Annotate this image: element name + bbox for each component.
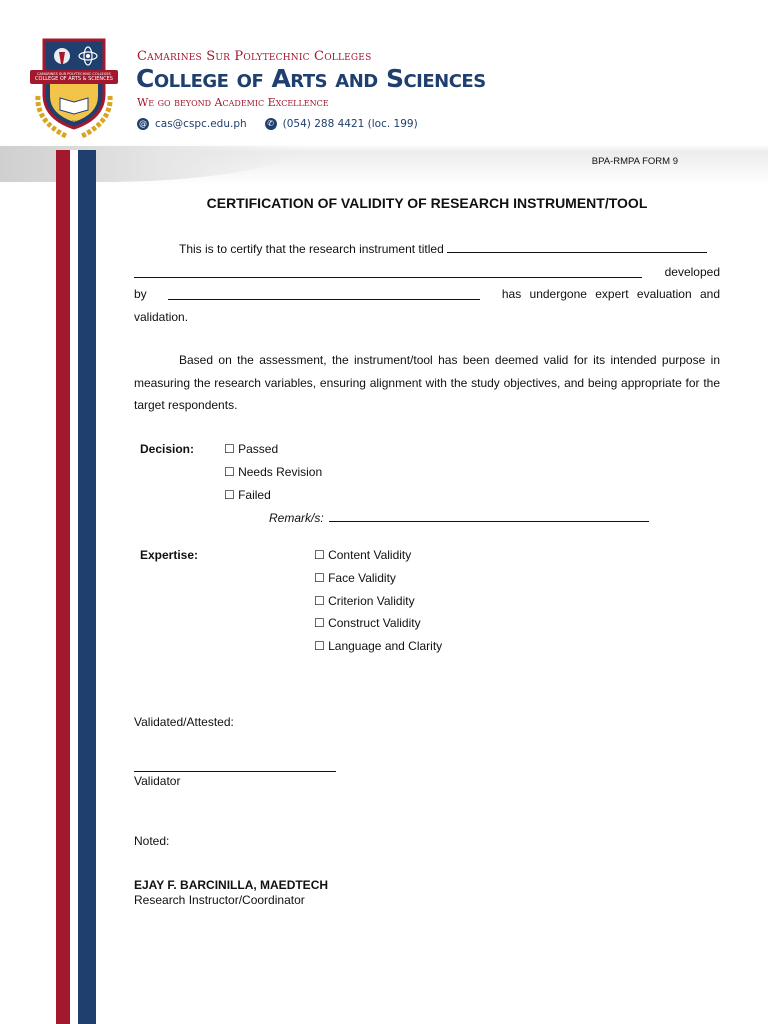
assessment-paragraph: Based on the assessment, the instrument/tool has been deemed valid for its intended purpose in measuring the research variables, ensuring alignment with the study objectives, and being appropriate for the target respondents. — [134, 353, 720, 412]
coordinator-name: EJAY F. BARCINILLA, MAEDTECH — [134, 878, 329, 892]
expertise-label: Expertise: — [140, 548, 199, 562]
expertise-option-language-clarity[interactable]: ☐ Language and Clarity — [314, 639, 443, 653]
title-blank-continued — [134, 265, 642, 278]
seal-ribbon-text: COLLEGE OF ARTS & SCIENCES — [35, 76, 113, 82]
validator-label: Validator — [134, 774, 181, 788]
decision-option-passed[interactable]: ☐ Passed — [224, 442, 279, 456]
document-title: CERTIFICATION OF VALIDITY OF RESEARCH INSTRUMENT/TOOL — [206, 195, 648, 211]
noted-label: Noted: — [134, 834, 170, 848]
certification-paragraph — [134, 238, 720, 328]
email-text: cas@cspc.edu.ph — [155, 118, 247, 130]
expertise-option-criterion-validity[interactable]: ☐ Criterion Validity — [314, 594, 415, 608]
remarks-row — [269, 509, 649, 525]
developed-text: developed — [664, 264, 720, 279]
coordinator-role: Research Instructor/Coordinator — [134, 893, 305, 907]
email-icon: @ — [139, 119, 147, 128]
college-seal-logo — [26, 36, 122, 142]
undergone-text: has undergone expert evaluation and — [501, 287, 720, 301]
seal-year: 2010 — [68, 120, 80, 125]
decision-option-failed[interactable]: ☐ Failed — [224, 488, 271, 502]
tagline: We go beyond Academic Excellence — [137, 96, 329, 109]
certify-text: This is to certify that the research instrument titled — [179, 242, 444, 256]
blue-side-stripe — [78, 150, 96, 1024]
expertise-option-face-validity[interactable]: ☐ Face Validity — [314, 571, 396, 585]
validated-attested-label: Validated/Attested: — [134, 715, 234, 729]
title-blank — [447, 240, 707, 253]
contact-info — [137, 118, 418, 130]
expertise-option-content-validity[interactable]: ☐ Content Validity — [314, 548, 412, 562]
decision-option-needs-revision[interactable]: ☐ Needs Revision — [224, 465, 323, 479]
phone-text: (054) 288 4421 (loc. 199) — [282, 118, 418, 130]
remarks-blank[interactable] — [329, 509, 649, 522]
by-text: by — [134, 287, 147, 301]
decision-label: Decision: — [140, 442, 195, 456]
remarks-label: Remark/s: — [269, 511, 324, 525]
developer-blank — [168, 287, 480, 300]
red-side-stripe — [56, 150, 70, 1024]
validation-text: validation. — [134, 309, 189, 324]
seal-ring-text: CAMARINES SUR POLYTECHNIC COLLEGES — [37, 72, 111, 76]
form-code: BPA-RMPA FORM 9 — [591, 156, 678, 167]
institution-name: Camarines Sur Polytechnic Colleges — [137, 49, 372, 64]
stripe-gap — [70, 150, 78, 1024]
expertise-option-construct-validity[interactable]: ☐ Construct Validity — [314, 616, 421, 630]
phone-icon: ✆ — [265, 118, 277, 130]
college-name: College of Arts and Sciences — [136, 64, 486, 93]
validator-signature-line — [134, 771, 336, 772]
